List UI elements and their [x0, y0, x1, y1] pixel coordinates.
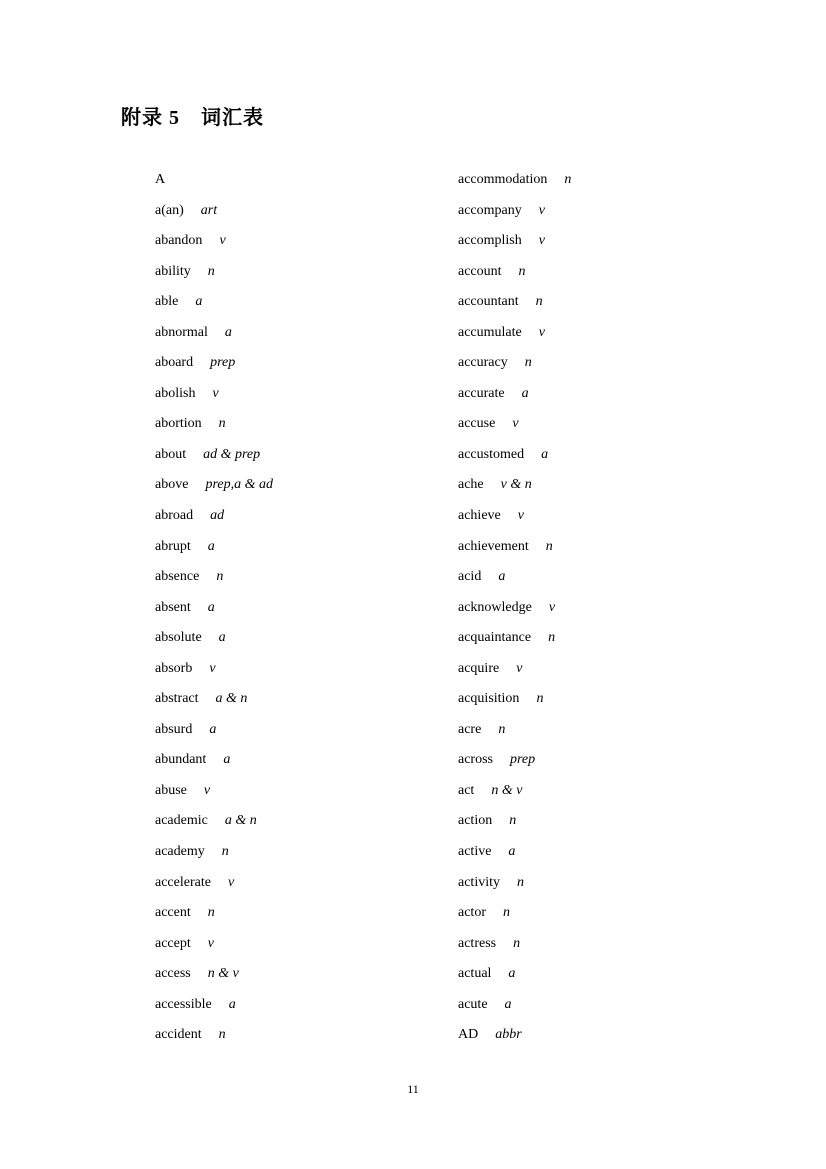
vocab-word: accommodation: [458, 172, 548, 187]
vocab-pos: a: [498, 569, 506, 585]
vocab-pos: a: [541, 446, 549, 462]
vocab-entry: [458, 715, 571, 746]
vocab-entry: [155, 806, 273, 837]
vocab-entry: [458, 776, 571, 807]
vocab-column-right: [458, 165, 571, 1051]
vocab-entry: [155, 776, 273, 807]
vocab-entry: [458, 837, 571, 868]
vocab-word: accessible: [155, 996, 212, 1012]
vocab-word: acknowledge: [458, 599, 532, 615]
vocab-word: actress: [458, 935, 497, 951]
vocab-word: acquaintance: [458, 630, 532, 646]
vocab-pos: ad & prep: [203, 446, 261, 462]
vocab-word: able: [155, 294, 179, 310]
vocab-word: accept: [155, 935, 191, 951]
vocab-pos: a: [504, 996, 512, 1012]
vocab-word: abrupt: [155, 538, 191, 554]
vocab-pos: n: [545, 538, 553, 554]
vocab-word: aboard: [155, 355, 194, 371]
vocab-pos: a: [508, 844, 516, 860]
vocab-entry: [458, 868, 571, 899]
vocab-word: acquisition: [458, 691, 520, 707]
vocab-pos: n & v: [207, 966, 239, 982]
vocab-entry: [155, 623, 273, 654]
vocab-entry: [458, 409, 571, 440]
vocab-pos: a: [195, 294, 203, 310]
vocab-entry: [155, 959, 273, 990]
vocab-pos: a: [223, 752, 231, 768]
vocab-pos: a & n: [224, 813, 257, 829]
vocab-pos: n: [221, 844, 229, 860]
vocab-entry: [155, 196, 273, 227]
vocab-entry: [155, 715, 273, 746]
vocab-pos: ad: [210, 508, 225, 524]
vocab-entry: [458, 898, 571, 929]
vocab-entry: [458, 806, 571, 837]
vocab-entry: [155, 898, 273, 929]
vocab-pos: n: [498, 721, 506, 737]
vocab-word: absurd: [155, 721, 193, 737]
vocab-entry: [458, 348, 571, 379]
vocab-pos: v: [203, 782, 211, 798]
vocab-entry: [155, 593, 273, 624]
vocab-word: abstract: [155, 691, 199, 707]
vocab-word: activity: [458, 874, 500, 890]
vocab-entry: [458, 593, 571, 624]
vocab-word: academic: [155, 813, 208, 829]
vocab-pos: n & v: [491, 782, 523, 798]
vocab-pos: prep: [510, 752, 536, 768]
vocab-word: across: [458, 752, 493, 768]
vocab-entry: [155, 532, 273, 563]
vocab-word: abnormal: [155, 324, 208, 340]
vocab-word: accountant: [458, 294, 519, 310]
vocab-pos: v: [207, 935, 214, 951]
vocab-word: ability: [155, 263, 191, 279]
vocab-pos: n: [207, 905, 215, 921]
vocab-entry: [155, 929, 273, 960]
vocab-word: ache: [458, 477, 484, 493]
vocab-entry: [458, 287, 571, 318]
page-title: 附录 5 词汇表: [121, 107, 264, 129]
vocab-entry: [458, 990, 571, 1021]
vocab-pos: n: [218, 416, 226, 432]
vocab-entry: [155, 562, 273, 593]
vocab-word: accumulate: [458, 324, 522, 340]
vocab-word: achieve: [458, 508, 501, 524]
vocab-entry: [155, 226, 273, 257]
vocab-entry: [458, 470, 571, 501]
vocab-pos: v: [538, 233, 545, 249]
vocab-pos: n: [216, 569, 224, 585]
vocab-pos: n: [524, 355, 532, 371]
vocab-word: abuse: [155, 782, 187, 798]
vocab-pos: n: [518, 263, 526, 279]
vocab-pos: v: [512, 416, 519, 432]
vocab-pos: v: [212, 385, 219, 401]
vocab-word: abundant: [155, 752, 207, 768]
vocab-pos: v: [516, 660, 523, 676]
vocab-pos: v & n: [500, 477, 532, 493]
vocab-pos: prep,a & ad: [205, 477, 273, 493]
vocab-word: academy: [155, 844, 205, 860]
vocab-word: absorb: [155, 660, 193, 676]
vocab-entry: [458, 196, 571, 227]
vocab-word: abandon: [155, 233, 203, 249]
vocab-entry: [458, 532, 571, 563]
vocab-entry: [155, 501, 273, 532]
vocab-entry: [155, 348, 273, 379]
vocab-pos: n: [535, 294, 543, 310]
vocab-entry: [458, 165, 571, 196]
vocab-entry: [458, 929, 571, 960]
vocab-entry: [458, 745, 571, 776]
vocab-entry: [458, 684, 571, 715]
vocab-entry: [155, 257, 273, 288]
vocab-pos: v: [219, 233, 226, 249]
vocab-word: AD: [458, 1027, 479, 1043]
vocab-entry: [458, 654, 571, 685]
vocab-pos: a: [224, 324, 232, 340]
vocab-word: accent: [155, 905, 191, 921]
vocab-entry: [458, 623, 571, 654]
vocab-entry: [155, 165, 273, 196]
vocab-pos: a: [228, 996, 236, 1012]
vocab-pos: v: [209, 660, 216, 676]
vocab-word: acute: [458, 996, 488, 1012]
vocab-pos: a: [209, 721, 217, 737]
vocab-entry: [458, 318, 571, 349]
vocab-entry: [155, 409, 273, 440]
vocab-word: absence: [155, 569, 200, 585]
vocab-entry: [155, 1020, 273, 1051]
vocab-pos: v: [538, 202, 545, 218]
vocab-pos: n: [548, 630, 556, 646]
vocab-word: acid: [458, 569, 482, 585]
vocab-entry: [155, 379, 273, 410]
vocab-pos: a & n: [215, 691, 248, 707]
vocab-word: accomplish: [458, 233, 522, 249]
vocab-pos: n: [509, 813, 517, 829]
vocab-entry: [155, 745, 273, 776]
vocab-pos: a: [207, 538, 215, 554]
vocab-word: a(an): [155, 202, 184, 218]
vocab-entry: [155, 470, 273, 501]
vocab-entry: [155, 440, 273, 471]
vocab-word: achievement: [458, 538, 529, 554]
vocab-word: abortion: [155, 416, 202, 432]
vocab-pos: v: [227, 874, 235, 890]
vocab-entry: [155, 684, 273, 715]
vocab-pos: n: [536, 691, 544, 707]
vocab-entry: [155, 287, 273, 318]
vocab-word: accustomed: [458, 446, 525, 462]
vocab-entry: [458, 501, 571, 532]
vocab-entry: [155, 868, 273, 899]
vocab-word: absolute: [155, 630, 202, 646]
vocab-pos: abbr: [495, 1027, 522, 1043]
vocab-word: acre: [458, 721, 482, 737]
vocab-pos: a: [207, 599, 215, 615]
vocab-pos: n: [513, 935, 521, 951]
vocab-word: absent: [155, 599, 191, 615]
vocab-pos: n: [502, 905, 510, 921]
vocab-entry: [458, 959, 571, 990]
vocab-word: act: [458, 782, 475, 798]
vocab-entry: [155, 837, 273, 868]
vocab-pos: n: [218, 1027, 226, 1043]
vocab-column-left: [155, 165, 273, 1051]
vocab-pos: n: [564, 172, 572, 187]
vocab-entry: [458, 257, 571, 288]
vocab-word: abroad: [155, 508, 194, 524]
vocab-pos: v: [538, 324, 545, 340]
vocab-pos: a: [218, 630, 226, 646]
vocab-pos: n: [207, 263, 215, 279]
vocab-pos: n: [517, 874, 524, 890]
vocab-word: active: [458, 844, 492, 860]
vocab-word: abolish: [155, 385, 196, 401]
vocab-entry: [458, 1020, 571, 1051]
vocab-entry: [155, 318, 273, 349]
vocab-entry: [155, 654, 273, 685]
vocab-word: accuse: [458, 416, 496, 432]
vocab-word: accurate: [458, 385, 505, 401]
vocab-word: acquire: [458, 660, 500, 676]
vocab-entry: [458, 226, 571, 257]
vocab-pos: a: [508, 966, 516, 982]
vocab-word: account: [458, 263, 502, 279]
vocab-pos: a: [521, 385, 529, 401]
vocab-entry: [155, 990, 273, 1021]
vocab-word: above: [155, 477, 189, 493]
page-number: 11: [407, 1082, 419, 1096]
vocab-word: A: [155, 172, 166, 187]
vocab-entry: [458, 379, 571, 410]
vocab-entry: [458, 440, 571, 471]
vocab-word: accuracy: [458, 355, 508, 371]
vocab-word: actor: [458, 905, 486, 921]
vocab-word: accelerate: [155, 874, 211, 890]
vocab-word: accident: [155, 1027, 202, 1043]
vocab-word: accompany: [458, 202, 522, 218]
vocab-pos: v: [548, 599, 556, 615]
vocab-word: about: [155, 446, 187, 462]
vocab-word: access: [155, 966, 191, 982]
vocab-word: action: [458, 813, 493, 829]
vocab-entry: [458, 562, 571, 593]
vocab-word: actual: [458, 966, 492, 982]
vocab-pos: art: [200, 202, 218, 218]
vocab-pos: v: [517, 508, 524, 524]
vocab-pos: prep: [210, 355, 236, 371]
